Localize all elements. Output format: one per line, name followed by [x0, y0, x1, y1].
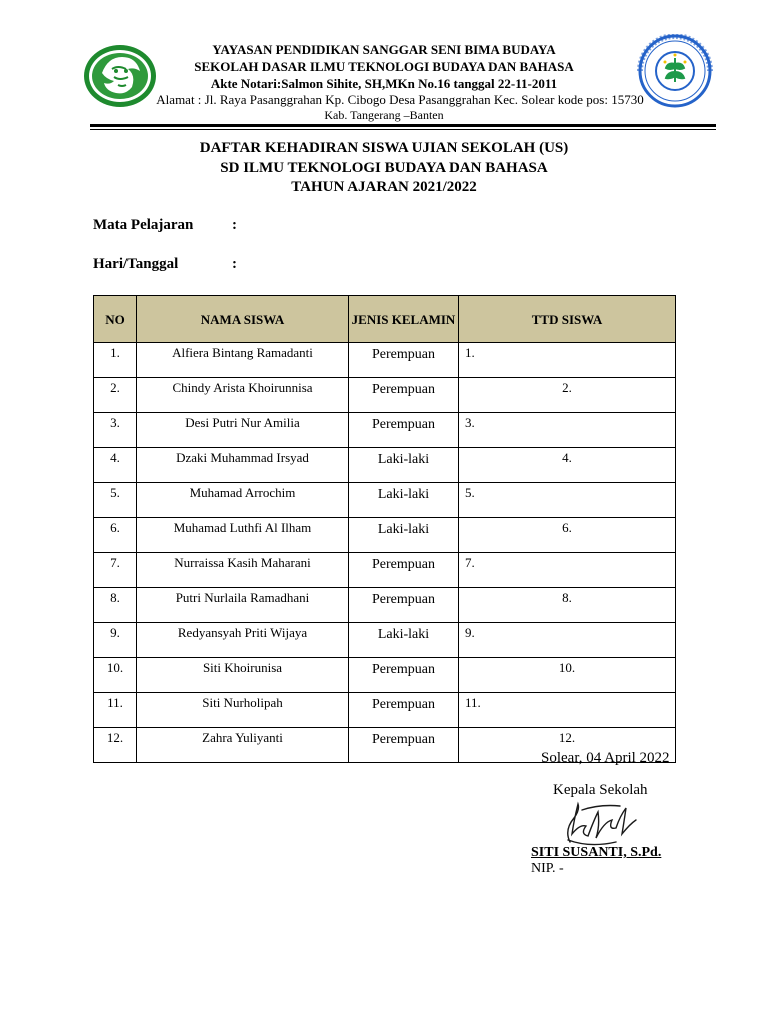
student-signature: 1.: [459, 343, 676, 378]
header-no: NO: [94, 296, 137, 343]
attendance-table: [93, 295, 676, 763]
school-name: SEKOLAH DASAR ILMU TEKNOLOGI BUDAYA DAN BAHASA: [194, 59, 574, 74]
student-gender: Laki-laki: [349, 623, 459, 658]
student-gender: Perempuan: [349, 728, 459, 763]
principal-signature: [560, 790, 650, 852]
header-name: NAMA SISWA: [137, 296, 349, 343]
header-signature: TTD SISWA: [459, 296, 676, 343]
table-row: [94, 518, 676, 553]
principal-title: Kepala Sekolah: [553, 782, 648, 798]
student-gender: Laki-laki: [349, 448, 459, 483]
student-gender: Perempuan: [349, 378, 459, 413]
student-name: Dzaki Muhammad Irsyad: [137, 448, 349, 483]
notary-deed: Akte Notari:Salmon Sihite, SH,MKn No.16 tanggal 22-11-2011: [210, 76, 558, 91]
student-signature: 3.: [459, 413, 676, 448]
subject-label: Mata Pelajaran: [93, 217, 194, 233]
letterhead-divider-thin: [90, 129, 716, 130]
date-label: Hari/Tanggal: [93, 256, 179, 272]
row-number: 12.: [94, 728, 137, 763]
student-name: Siti Khoirunisa: [137, 658, 349, 693]
student-name: Muhamad Luthfi Al Ilham: [137, 518, 349, 553]
letterhead-divider-thick: [90, 124, 716, 127]
table-header-row: [94, 296, 676, 343]
student-signature: 6.: [459, 518, 676, 553]
student-gender: Perempuan: [349, 343, 459, 378]
student-signature: 8.: [459, 588, 676, 623]
school-address: Alamat : Jl. Raya Pasanggrahan Kp. Cibogo Desa Pasanggrahan Kec. Solear kode pos: 15730: [156, 92, 644, 107]
table-row: [94, 623, 676, 658]
student-signature: 12.: [459, 728, 676, 763]
student-signature: 10.: [459, 658, 676, 693]
student-signature: 4.: [459, 448, 676, 483]
student-name: Zahra Yuliyanti: [137, 728, 349, 763]
student-gender: Perempuan: [349, 693, 459, 728]
table-row: [94, 588, 676, 623]
subject-colon: :: [232, 217, 237, 233]
row-number: 1.: [94, 343, 137, 378]
row-number: 5.: [94, 483, 137, 518]
principal-nip: NIP. -: [531, 861, 564, 876]
student-signature: 2.: [459, 378, 676, 413]
row-number: 7.: [94, 553, 137, 588]
student-gender: Perempuan: [349, 413, 459, 448]
row-number: 9.: [94, 623, 137, 658]
row-number: 8.: [94, 588, 137, 623]
table-row: [94, 343, 676, 378]
table-row: [94, 693, 676, 728]
student-gender: Laki-laki: [349, 518, 459, 553]
table-row: [94, 413, 676, 448]
student-name: Chindy Arista Khoirunnisa: [137, 378, 349, 413]
row-number: 10.: [94, 658, 137, 693]
foundation-name: YAYASAN PENDIDIKAN SANGGAR SENI BIMA BUDAYA: [212, 42, 556, 57]
school-regency: Kab. Tangerang –Banten: [324, 108, 444, 122]
student-name: Putri Nurlaila Ramadhani: [137, 588, 349, 623]
student-name: Siti Nurholipah: [137, 693, 349, 728]
row-number: 2.: [94, 378, 137, 413]
row-number: 6.: [94, 518, 137, 553]
table-row: [94, 658, 676, 693]
table-row: [94, 448, 676, 483]
student-gender: Laki-laki: [349, 483, 459, 518]
header-gender: JENIS KELAMIN: [349, 296, 459, 343]
student-signature: 5.: [459, 483, 676, 518]
document-academic-year: TAHUN AJARAN 2021/2022: [291, 179, 477, 195]
row-number: 3.: [94, 413, 137, 448]
student-gender: Perempuan: [349, 658, 459, 693]
student-name: Desi Putri Nur Amilia: [137, 413, 349, 448]
student-name: Redyansyah Priti Wijaya: [137, 623, 349, 658]
document-school: SD ILMU TEKNOLOGI BUDAYA DAN BAHASA: [220, 160, 548, 176]
student-name: Nurraissa Kasih Maharani: [137, 553, 349, 588]
principal-name: SITI SUSANTI, S.Pd.: [531, 845, 662, 860]
row-number: 4.: [94, 448, 137, 483]
table-row: [94, 378, 676, 413]
student-signature: 7.: [459, 553, 676, 588]
document-title: DAFTAR KEHADIRAN SISWA UJIAN SEKOLAH (US): [199, 140, 569, 156]
student-name: Alfiera Bintang Ramadanti: [137, 343, 349, 378]
student-signature: 9.: [459, 623, 676, 658]
date-colon: :: [232, 256, 237, 272]
student-gender: Perempuan: [349, 553, 459, 588]
row-number: 11.: [94, 693, 137, 728]
student-signature: 11.: [459, 693, 676, 728]
student-gender: Perempuan: [349, 588, 459, 623]
table-row: [94, 553, 676, 588]
student-name: Muhamad Arrochim: [137, 483, 349, 518]
place-date: Solear, 04 April 2022: [541, 750, 670, 766]
table-row: [94, 483, 676, 518]
